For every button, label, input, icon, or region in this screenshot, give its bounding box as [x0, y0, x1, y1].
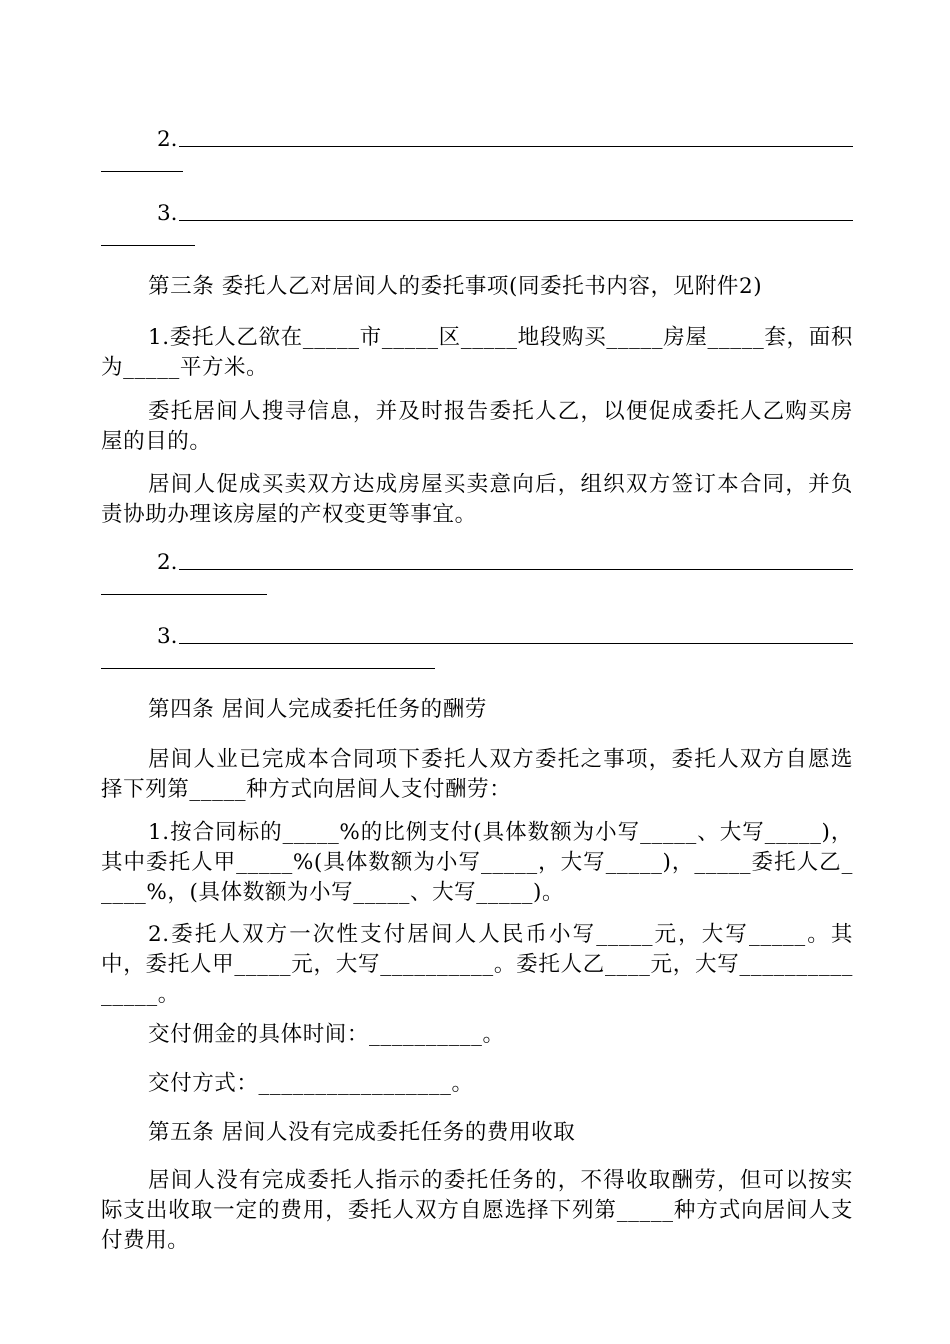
- article-5-title: 第五条 居间人没有完成委托任务的费用收取: [148, 1120, 576, 1145]
- article-4-paragraph-1: 居间人业已完成本合同项下委托人双方委托之事项，委托人双方自愿选择下列第_____种方式向居间人支付酬劳：: [101, 747, 853, 802]
- item-number: 3.: [157, 201, 178, 226]
- article-3-paragraph-1: 1.委托人乙欲在_____市_____区_____地段购买_____房屋_____套，面积为_____平方米。: [101, 325, 853, 380]
- blank-rule: [101, 245, 195, 246]
- blank-rule: [179, 569, 853, 570]
- item-number: 2.: [157, 127, 178, 152]
- payment-method: 交付方式：_________________。: [148, 1071, 474, 1096]
- item-number: 2.: [157, 550, 178, 575]
- blank-item-3b-cont: [101, 647, 853, 677]
- blank-rule: [179, 220, 853, 221]
- article-4-paragraph-3: 2.委托人双方一次性支付居间人人民币小写_____元，大写_____。其中，委托人甲_____元，大写__________。委托人乙____元，大写_______________。: [101, 922, 853, 1007]
- blank-rule: [101, 171, 183, 172]
- blank-item-2a-cont: [101, 150, 853, 180]
- item-number: 3.: [157, 624, 178, 649]
- blank-rule: [179, 146, 853, 147]
- article-5-paragraph-1: 居间人没有完成委托人指示的委托任务的，不得收取酬劳，但可以按实际支出收取一定的费用，委托人双方自愿选择下列第_____种方式向居间人支付费用。: [101, 1168, 853, 1253]
- article-4-paragraph-2: 1.按合同标的_____%的比例支付(具体数额为小写_____、大写_____)，其中委托人甲_____%(具体数额为小写_____，大写_____)，_____委托人乙_____%，(具体数额为小写_____、大写_____)。: [101, 820, 853, 905]
- article-3-paragraph-3: 居间人促成买卖双方达成房屋买卖意向后，组织双方签订本合同，并负责协助办理该房屋的产权变更等事宜。: [101, 472, 853, 527]
- blank-item-3a-cont: [101, 224, 853, 254]
- blank-rule: [101, 668, 435, 669]
- article-3-paragraph-2: 委托居间人搜寻信息，并及时报告委托人乙，以便促成委托人乙购买房屋的目的。: [101, 399, 853, 454]
- article-4-title: 第四条 居间人完成委托任务的酬劳: [148, 697, 487, 722]
- blank-rule: [179, 643, 853, 644]
- payment-time: 交付佣金的具体时间：__________。: [148, 1022, 505, 1047]
- blank-item-2b-cont: [101, 573, 853, 603]
- blank-rule: [101, 594, 267, 595]
- article-3-title: 第三条 委托人乙对居间人的委托事项(同委托书内容，见附件2): [148, 274, 763, 299]
